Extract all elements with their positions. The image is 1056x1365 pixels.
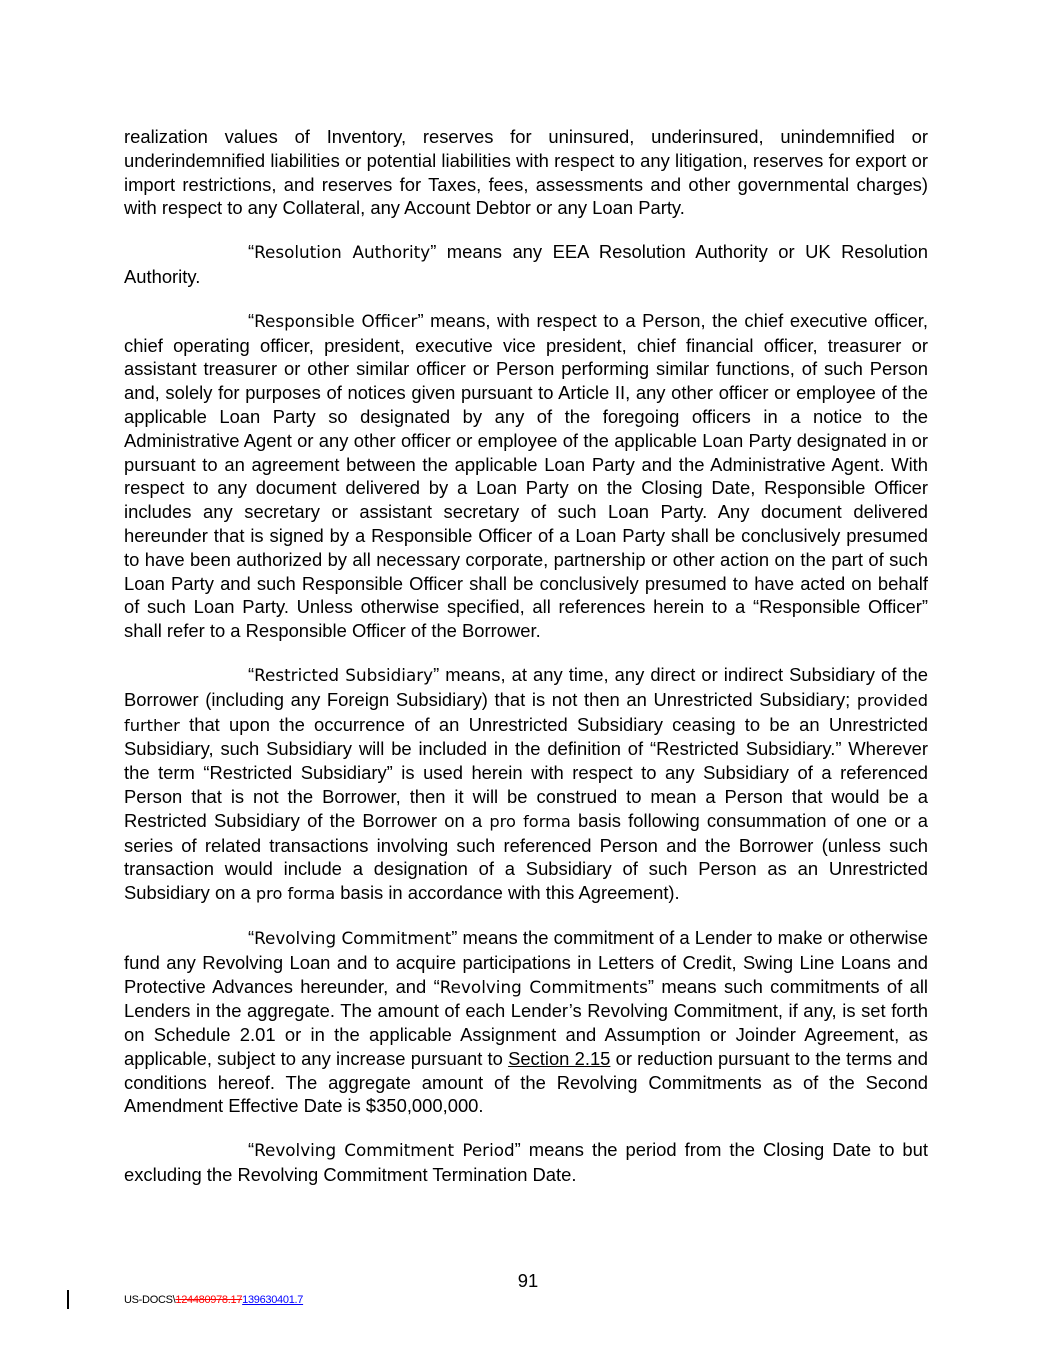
open-quote: “ bbox=[248, 663, 255, 685]
revision-change-bar bbox=[67, 1290, 69, 1309]
open-quote: “ bbox=[248, 241, 255, 263]
doc-id-deleted: 124480978.17 bbox=[175, 1294, 243, 1306]
open-quote: “ bbox=[248, 926, 255, 948]
defined-term: Restricted Subsidiary bbox=[254, 664, 434, 685]
document-id-footer bbox=[124, 1294, 303, 1306]
defined-term: Responsible Officer bbox=[254, 310, 418, 331]
paragraph-text: realization values of Inventory, reserves for uninsured, underinsured, unindemnified or underindemnified liabilities or potential liabilities with respect to any litigation, reserves for export or import restrictions, and reserves for Taxes, fees, assessments and other governmental charges) with respect to any Collateral, any Account Debtor or any Loan Party. bbox=[124, 126, 928, 219]
provided-further-phrase: provided further bbox=[124, 690, 928, 735]
defined-term-plural: Revolving Commitments bbox=[439, 976, 648, 997]
open-quote: “ bbox=[248, 1139, 255, 1161]
defined-term: Resolution Authority bbox=[254, 242, 431, 263]
page-number: 91 bbox=[517, 1270, 539, 1291]
paragraph-inventory-reserves bbox=[124, 125, 928, 220]
definition-text: that upon the occurrence of an Unrestricted Subsidiary ceasing to be an Unrestricted Subsidiary, such Subsidiary will be included in the definition of “Restricted Subsidiary.” Wherever the term “Restricted Subsidiary” is used herein with respect to any Subsidiary of a referenced Person that is not the Borrower, then it will be construed to mean a Person that would be a Restricted Subsidiary of the Borrower on a bbox=[124, 713, 928, 831]
open-quote: “ bbox=[248, 309, 255, 331]
definition-text: ” means, with respect to a Person, the chief executive officer, chief operating officer, president, executive vice president, chief financial officer, treasurer or assistant treasurer or other similar officer or Person performing similar functions, of such Person and, solely for purposes of notices given pursuant to Article II, any other officer or employee of the applicable Loan Party so designated by any of the foregoing officers in a notice to the Administrative Agent or any other officer or employee of the applicable Loan Party designated in or pursuant to an agreement between the applicable Loan Party and the Administrative Agent. With respect to any document delivered by a Loan Party on the Closing Date, Responsible Officer includes any secretary or assistant secretary of such Loan Party. Any document delivered hereunder that is signed by a Responsible Officer of a Loan Party shall be conclusively presumed to have been authorized by all necessary corporate, partnership or other action on the part of such Loan Party and such Responsible Officer shall be conclusively presumed to have acted on behalf of such Loan Party. Unless otherwise specified, all references herein to a “Responsible Officer” shall refer to a Responsible Officer of the Borrower. bbox=[124, 309, 928, 642]
definition-text: ” means such commitments of all Lenders in the aggregate. The amount of each Lender’s Revolving Commitment, if any, is set forth on Schedule 2.01 or in the applicable Assignment and Assumption or Joinder Agreement, as applicable, subject to any increase pursuant to bbox=[124, 975, 928, 1069]
doc-id-inserted: 139630401.7 bbox=[242, 1294, 304, 1306]
definition-revolving-commitment-period bbox=[124, 1138, 928, 1187]
definition-revolving-commitment bbox=[124, 926, 928, 1118]
definition-responsible-officer bbox=[124, 309, 928, 643]
doc-id-prefix: US-DOCS\ bbox=[124, 1294, 176, 1306]
pro-forma-phrase: pro forma bbox=[255, 884, 336, 904]
definition-text: ” means the commitment of a Lender to make or otherwise fund any Revolving Loan and to acquire participations in Letters of Credit, Swing Line Loans and Protective Advances hereunder, and “ bbox=[124, 926, 928, 997]
defined-term: Revolving Commitment Period bbox=[254, 1140, 515, 1161]
definition-text: ” means the period from the Closing Date to but excluding the Revolving Commitment Termination Date. bbox=[124, 1139, 928, 1186]
section-reference-link[interactable]: Section 2.15 bbox=[508, 1047, 611, 1069]
pro-forma-phrase: pro forma bbox=[489, 811, 571, 831]
definition-restricted-subsidiary bbox=[124, 663, 928, 906]
definition-text: basis following consummation of one or a series of related transactions involving such referenced Person and the Borrower (unless such transaction would include a designation of a Subsidiary of such Person as an Unrestricted Subsidiary on a bbox=[124, 809, 928, 904]
definition-text: or reduction pursuant to the terms and conditions hereof. The aggregate amount of the Revolving Commitments as of the Second Amendment Effective Date is $350,000,000. bbox=[124, 1047, 928, 1117]
definition-text: basis in accordance with this Agreement). bbox=[335, 882, 680, 904]
definition-resolution-authority bbox=[124, 240, 928, 289]
definition-text: ” means, at any time, any direct or indirect Subsidiary of the Borrower (including any Foreign Subsidiary) that is not then an Unrestricted Subsidiary; bbox=[124, 663, 928, 710]
document-body bbox=[124, 125, 928, 1207]
definition-text: ” means any EEA Resolution Authority or UK Resolution Authority. bbox=[124, 241, 928, 287]
defined-term: Revolving Commitment bbox=[254, 927, 452, 948]
